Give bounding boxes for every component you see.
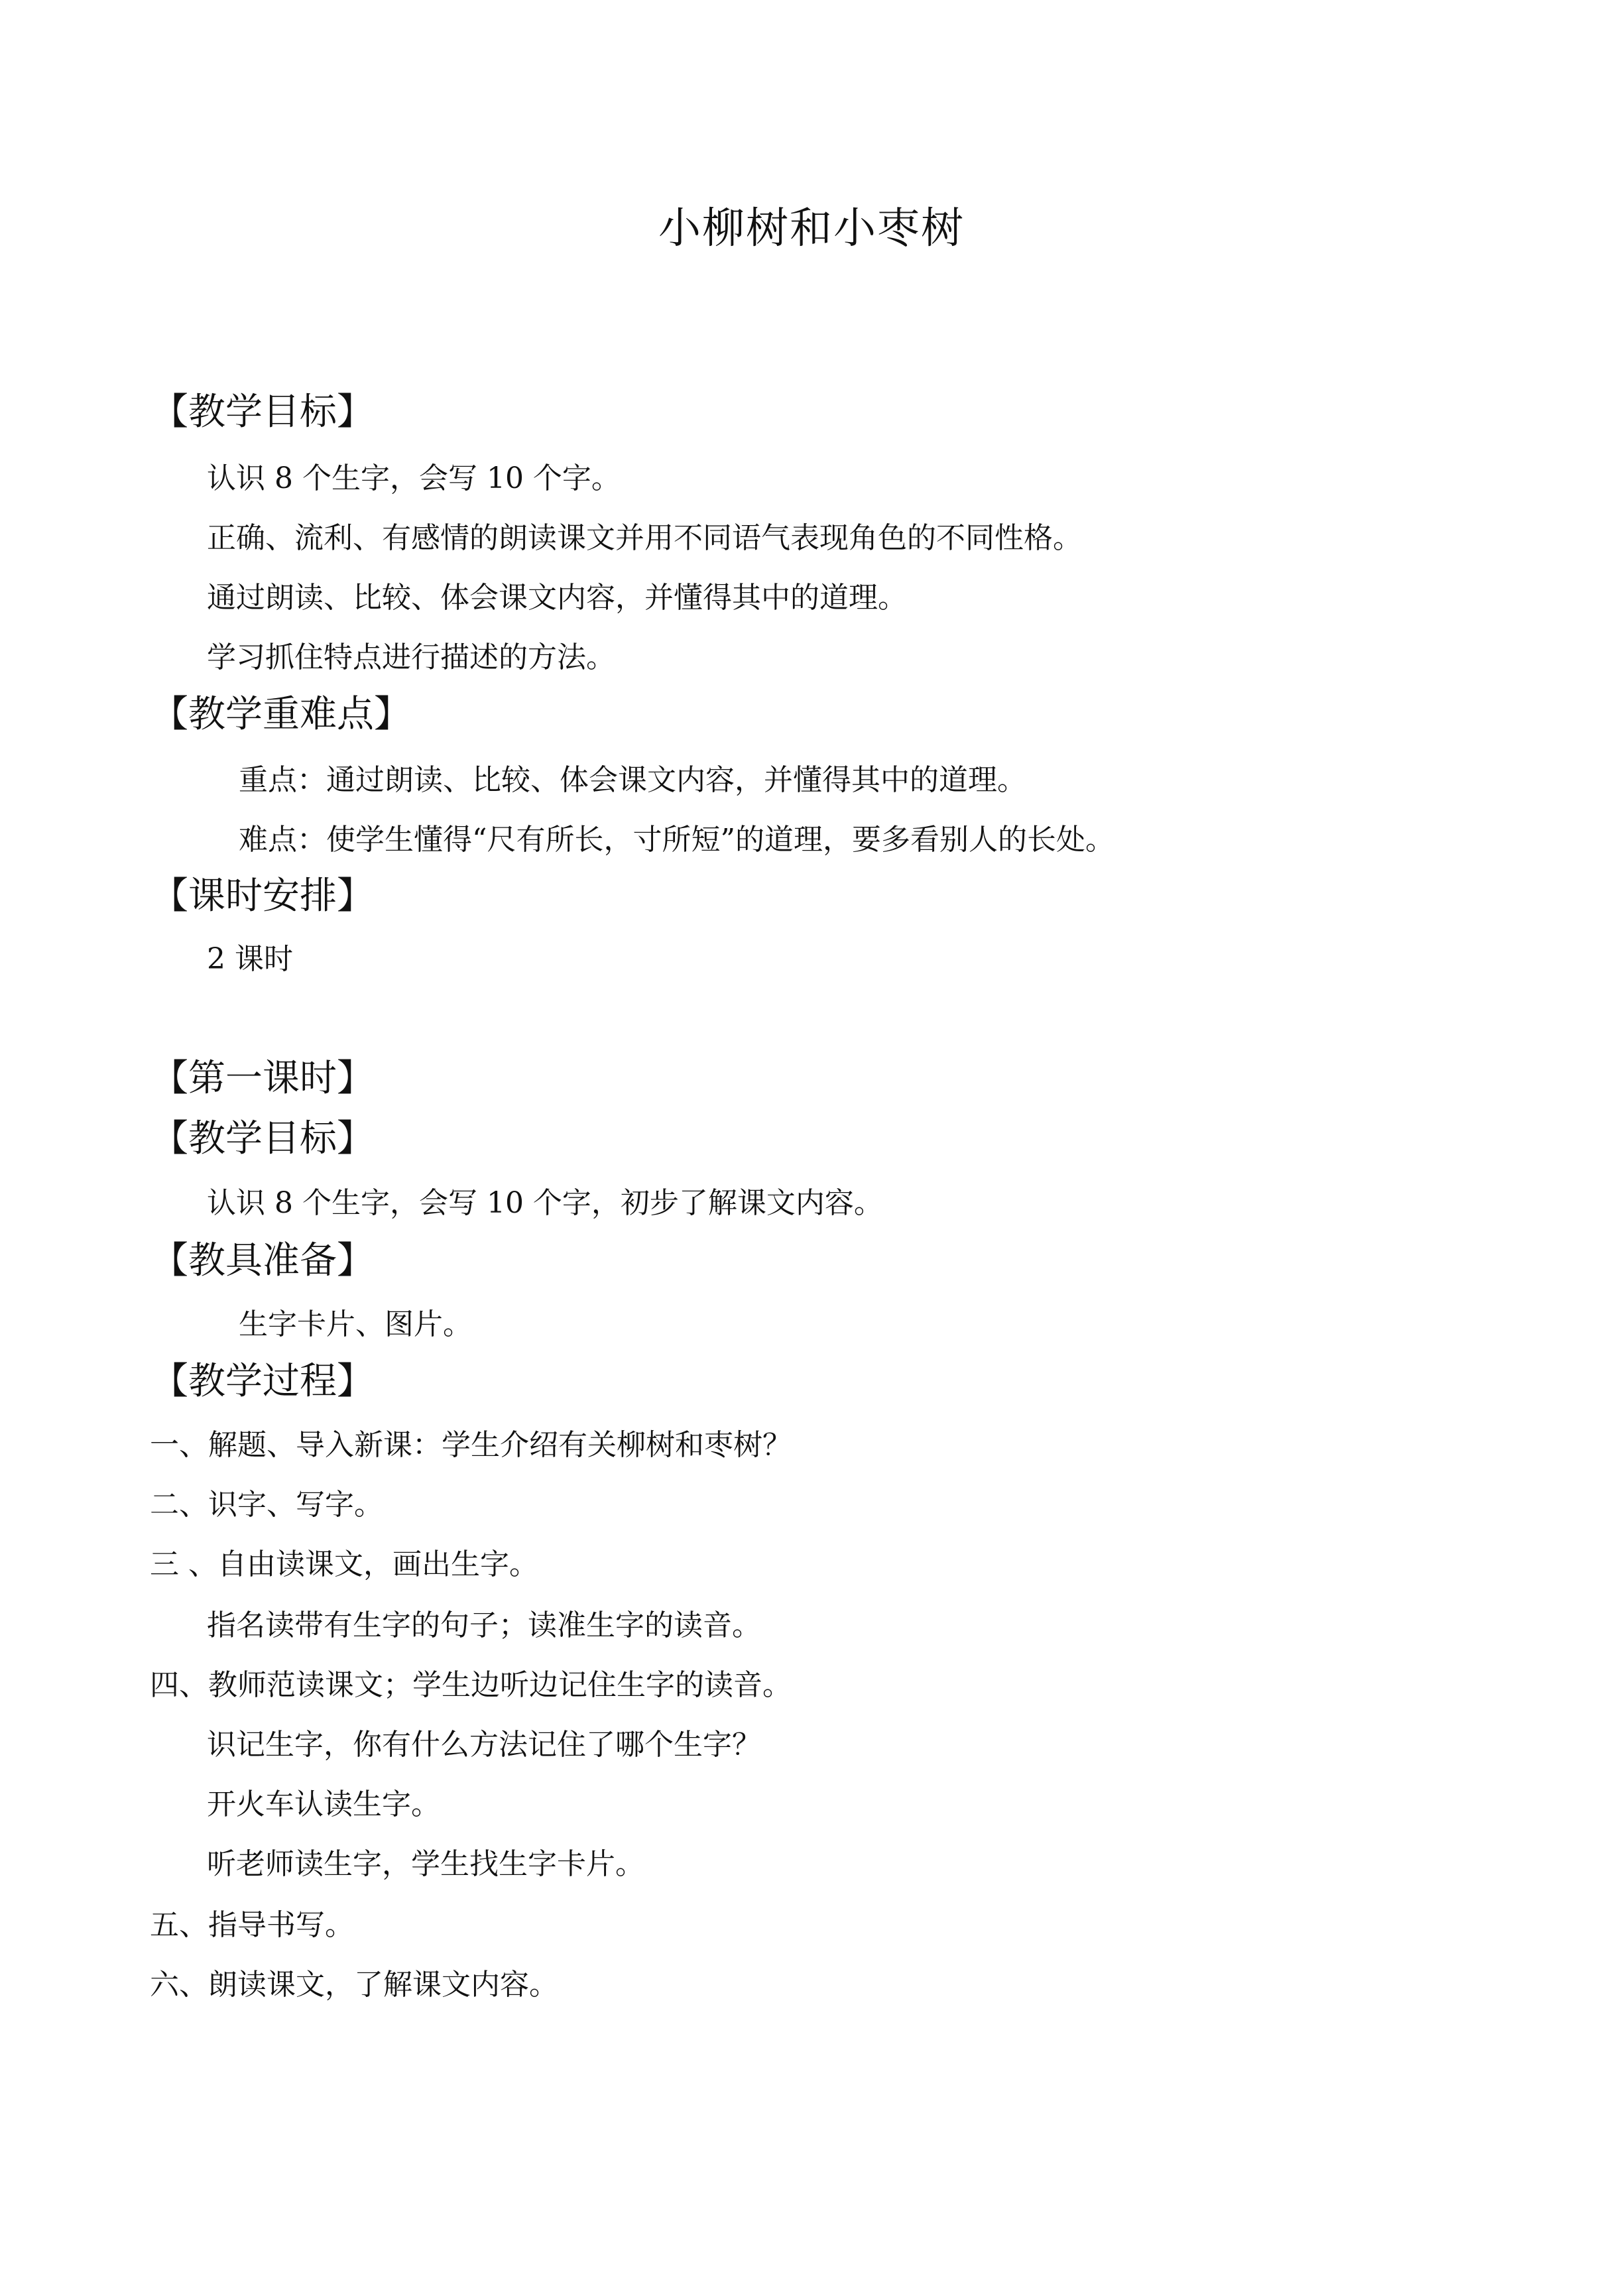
process-step: 四、教师范读课文；学生边听边记住生字的读音。 [150, 1668, 792, 1702]
lesson1-objectives-text: 认识 8 个生字，会写 10 个字，初步了解课文内容。 [207, 1186, 883, 1220]
objectives-heading: 【教学目标】 [151, 391, 374, 434]
process-step: 二、识字、写字。 [150, 1488, 383, 1522]
materials-text: 生字卡片、图片。 [239, 1307, 472, 1341]
process-substep: 识记生字，你有什么方法记住了哪个生字？ [207, 1728, 761, 1762]
process-step: 一、解题、导入新课：学生介绍有关柳树和枣树？ [150, 1428, 792, 1462]
objective-item: 学习抓住特点进行描述的方法。 [207, 640, 615, 674]
process-step: 五、指导书写。 [150, 1908, 354, 1942]
key-point-item: 难点：使学生懂得“尺有所长，寸所短”的道理，要多看别人的长处。 [239, 823, 1114, 857]
process-substep: 开火车认读生字。 [207, 1787, 440, 1821]
objective-item: 正确、流利、有感情的朗读课文并用不同语气表现角色的不同性格。 [207, 521, 1082, 555]
process-heading: 【教学过程】 [151, 1360, 374, 1403]
page-title: 小柳树和小枣树 [658, 204, 965, 253]
key-points-heading: 【教学重难点】 [151, 693, 411, 736]
materials-heading: 【教具准备】 [151, 1239, 374, 1282]
process-substep: 听老师读生字，学生找生字卡片。 [207, 1847, 644, 1881]
process-substep: 指名读带有生字的句子；读准生字的读音。 [207, 1608, 761, 1642]
process-step: 六、朗读课文，了解课文内容。 [150, 1968, 558, 2002]
objective-item: 认识 8 个生字，会写 10 个字。 [207, 461, 621, 495]
schedule-heading: 【课时安排】 [151, 875, 374, 918]
lesson1-heading: 【第一课时】 [151, 1057, 374, 1100]
objective-item: 通过朗读、比较、体会课文内容，并懂得其中的道理。 [207, 581, 907, 615]
lesson1-objectives-heading: 【教学目标】 [151, 1117, 374, 1160]
process-step: 三 、自由读课文，画出生字。 [150, 1547, 538, 1581]
key-point-item: 重点：通过朗读、比较、体会课文内容，并懂得其中的道理。 [239, 763, 1026, 797]
schedule-text: 2 课时 [207, 942, 293, 976]
